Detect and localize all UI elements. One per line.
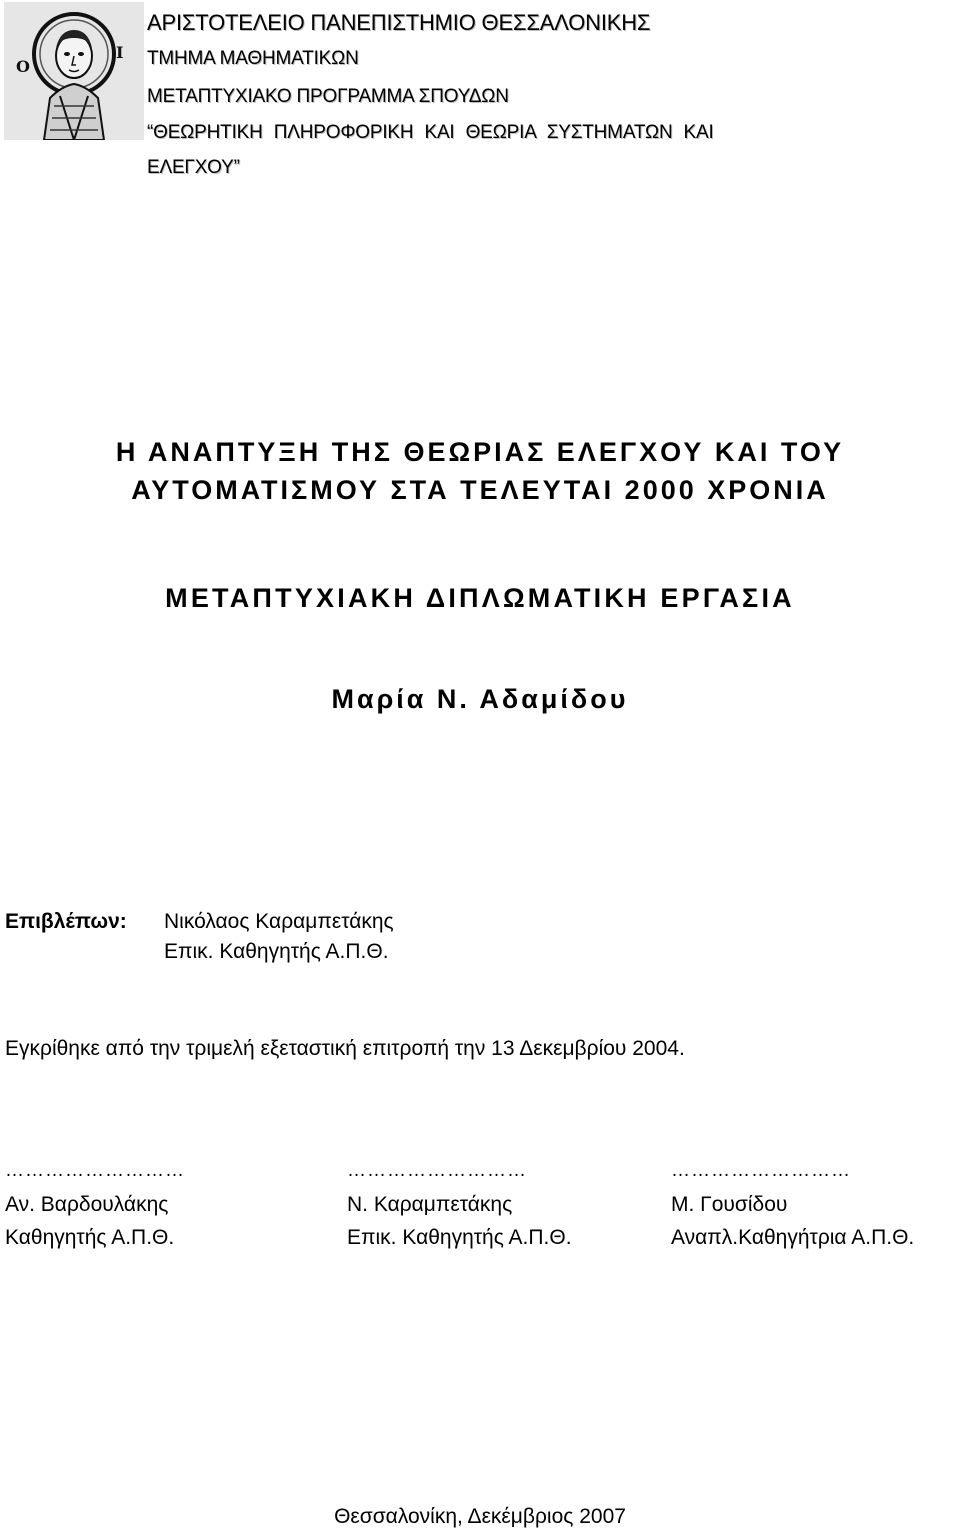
committee-member-name: Μ. Γουσίδου xyxy=(671,1193,788,1216)
svg-text:Ι: Ι xyxy=(116,43,124,62)
committee-member-name: Αν. Βαρδουλάκης xyxy=(5,1193,169,1216)
supervisor-name: Νικόλαος Καραμπετάκης xyxy=(164,910,394,933)
thesis-title-line-1: Η ΑΝΑΠΤΥΞΗ ΤΗΣ ΘΕΩΡΙΑΣ ΕΛΕΓΧΟΥ ΚΑΙ ΤΟΥ xyxy=(115,437,845,467)
committee-member-name: Ν. Καραμπετάκης xyxy=(347,1193,513,1216)
program-title-line-1: “ΘΕΩΡΗΤΙΚΗ ΠΛΗΡΟΦΟΡΙΚΗ ΚΑΙ ΘΕΩΡΙΑ ΣΥΣΤΗΜΑΤΩΝ ΚΑΙ xyxy=(147,122,714,143)
program-title-line-2: ΕΛΕΓΧΟΥ” xyxy=(147,157,240,178)
supervisor-label: Επιβλέπων: xyxy=(5,910,127,933)
committee-member-title: Αναπλ.Καθηγήτρια Α.Π.Θ. xyxy=(671,1226,915,1249)
signature-line: ……………………… xyxy=(5,1160,185,1181)
svg-text:Ο: Ο xyxy=(16,57,30,76)
place-and-date: Θεσσαλονίκη, Δεκέμβριος 2007 xyxy=(334,1505,626,1528)
author-name: Μαρία Ν. Αδαμίδου xyxy=(331,684,629,714)
program-name: ΜΕΤΑΠΤΥΧΙΑΚΟ ΠΡΟΓΡΑΜΜΑ ΣΠΟΥΔΩΝ xyxy=(147,86,509,107)
thesis-type: ΜΕΤΑΠΤΥΧΙΑΚΗ ΔΙΠΛΩΜΑΤΙΚΗ ΕΡΓΑΣΙΑ xyxy=(165,583,795,613)
signature-line: ……………………… xyxy=(671,1160,851,1181)
approval-statement: Εγκρίθηκε από την τριμελή εξεταστική επιτροπή την 13 Δεκεμβρίου 2004. xyxy=(5,1037,685,1060)
supervisor-title: Επικ. Καθηγητής Α.Π.Θ. xyxy=(164,940,389,963)
committee-member-title: Επικ. Καθηγητής Α.Π.Θ. xyxy=(347,1226,572,1249)
thesis-title-line-2: ΑΥΤΟΜΑΤΙΣΜΟΥ ΣΤΑ ΤΕΛΕΥΤΑΙ 2000 ΧΡΟΝΙΑ xyxy=(131,475,829,505)
university-emblem-icon xyxy=(4,2,144,140)
department-name: ΤΜΗΜΑ ΜΑΘΗΜΑΤΙΚΩΝ xyxy=(147,48,359,69)
signature-line: ……………………… xyxy=(347,1160,527,1181)
committee-member-title: Καθηγητής Α.Π.Θ. xyxy=(5,1226,175,1249)
institution-name: ΑΡΙΣΤΟΤΕΛΕΙΟ ΠΑΝΕΠΙΣΤΗΜΙΟ ΘΕΣΣΑΛΟΝΙΚΗΣ xyxy=(147,10,651,35)
